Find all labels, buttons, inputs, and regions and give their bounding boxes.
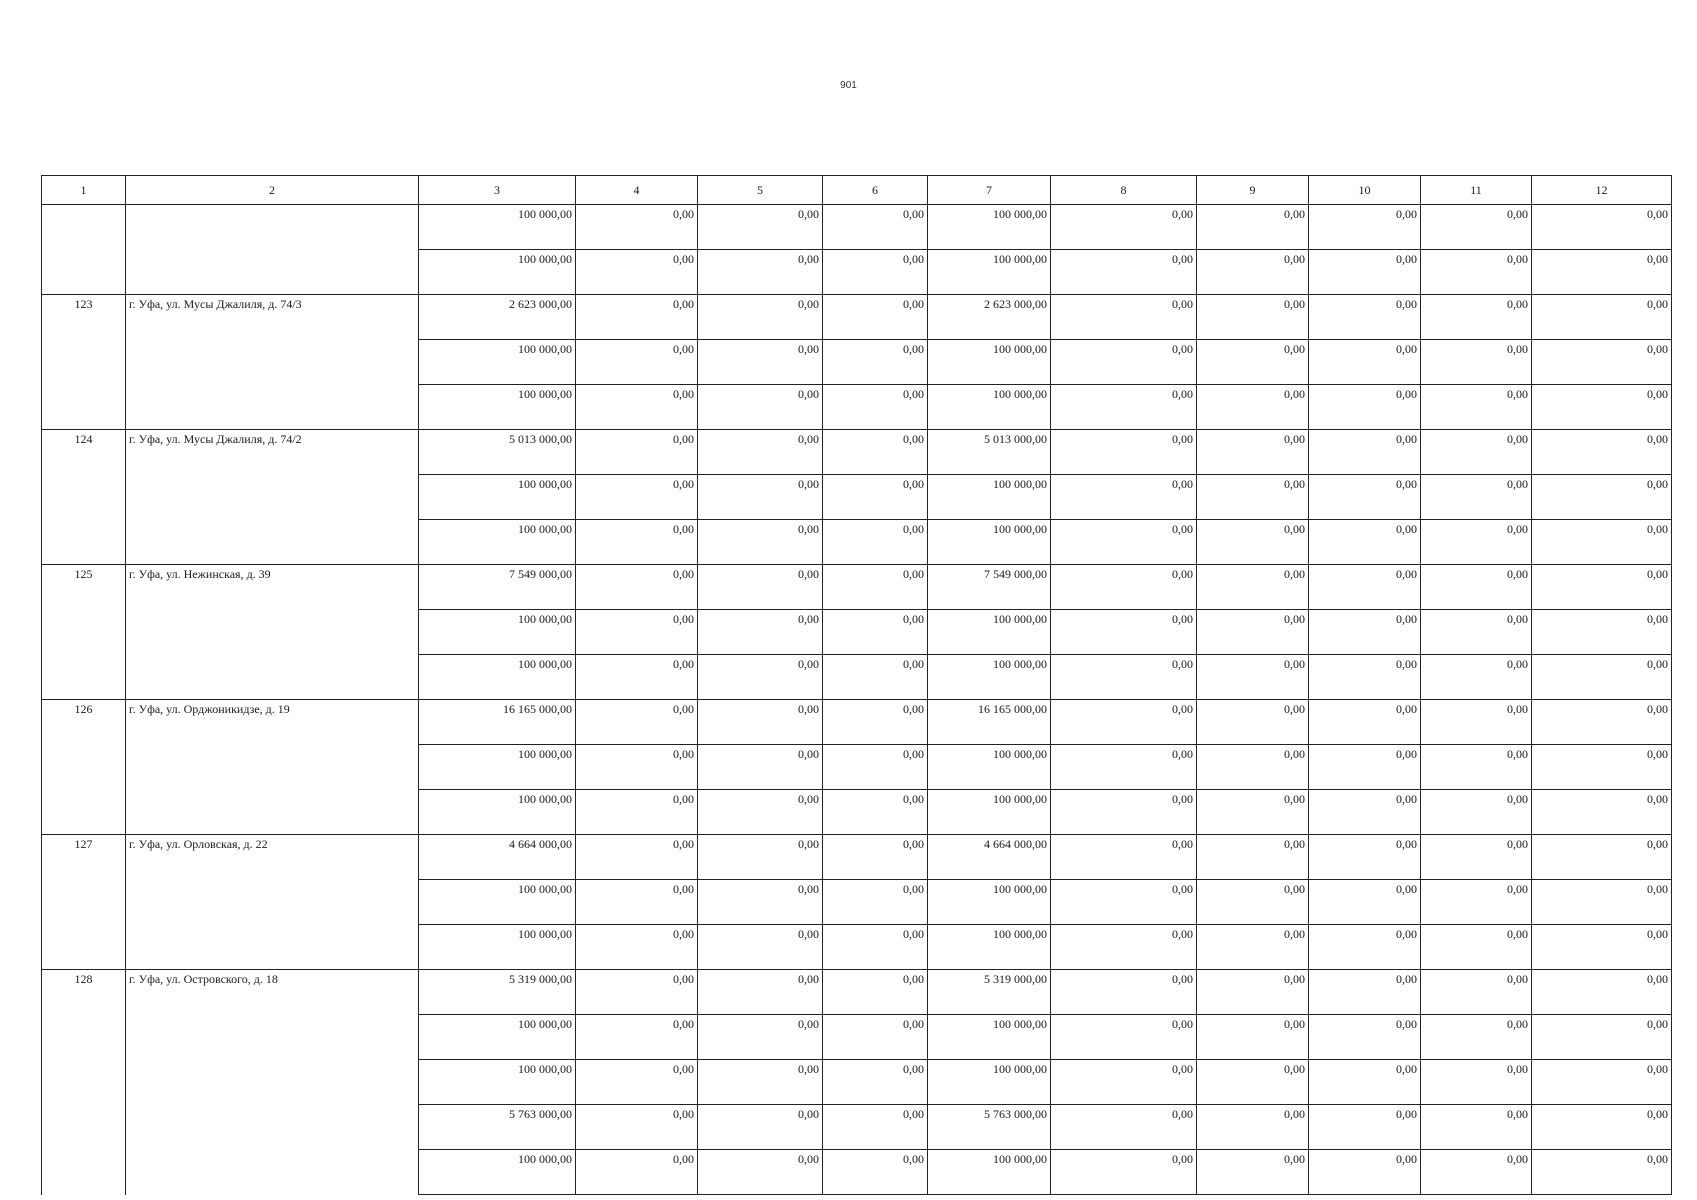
row-number-cell: 123 [42,295,126,430]
amount-cell-col-3: 100 000,00 [419,475,576,520]
column-header-4: 4 [576,176,698,205]
amount-cell-col-7: 100 000,00 [928,655,1051,700]
amount-cell-col-9: 0,00 [1197,610,1309,655]
amount-cell-col-3: 100 000,00 [419,1015,576,1060]
amount-cell-col-12: 0,00 [1532,700,1672,745]
table-row [42,835,1672,880]
amount-cell-col-12: 0,00 [1532,1015,1672,1060]
amount-cell-col-3: 100 000,00 [419,1150,576,1195]
amount-cell-col-3: 100 000,00 [419,790,576,835]
amount-cell-col-9: 0,00 [1197,745,1309,790]
amount-cell-col-9: 0,00 [1197,880,1309,925]
amount-cell-col-9: 0,00 [1197,1060,1309,1105]
amount-cell-col-8: 0,00 [1051,1060,1197,1105]
amount-cell-col-10: 0,00 [1309,385,1421,430]
amount-cell-col-7: 5 013 000,00 [928,430,1051,475]
amount-cell-col-12: 0,00 [1532,1105,1672,1150]
column-header-2: 2 [126,176,419,205]
page-number: 901 [840,80,857,91]
amount-cell-col-4: 0,00 [576,970,698,1015]
amount-cell-col-11: 0,00 [1421,610,1532,655]
amount-cell-col-4: 0,00 [576,610,698,655]
amount-cell-col-9: 0,00 [1197,1150,1309,1195]
column-header-6: 6 [823,176,928,205]
column-header-3: 3 [419,176,576,205]
amount-cell-col-11: 0,00 [1421,1150,1532,1195]
row-number-cell: 128 [42,970,126,1195]
budget-table [41,175,1672,1195]
amount-cell-col-3: 100 000,00 [419,340,576,385]
amount-cell-col-6: 0,00 [823,1060,928,1105]
table-row [42,205,1672,250]
amount-cell-col-6: 0,00 [823,1150,928,1195]
amount-cell-col-10: 0,00 [1309,970,1421,1015]
amount-cell-col-9: 0,00 [1197,205,1309,250]
amount-cell-col-12: 0,00 [1532,610,1672,655]
amount-cell-col-4: 0,00 [576,340,698,385]
amount-cell-col-9: 0,00 [1197,790,1309,835]
row-number-cell: 124 [42,430,126,565]
amount-cell-col-5: 0,00 [698,835,823,880]
amount-cell-col-12: 0,00 [1532,1150,1672,1195]
amount-cell-col-10: 0,00 [1309,925,1421,970]
amount-cell-col-5: 0,00 [698,610,823,655]
amount-cell-col-8: 0,00 [1051,340,1197,385]
amount-cell-col-5: 0,00 [698,295,823,340]
amount-cell-col-7: 7 549 000,00 [928,565,1051,610]
amount-cell-col-5: 0,00 [698,565,823,610]
column-header-7: 7 [928,176,1051,205]
amount-cell-col-11: 0,00 [1421,205,1532,250]
amount-cell-col-8: 0,00 [1051,205,1197,250]
amount-cell-col-6: 0,00 [823,385,928,430]
amount-cell-col-4: 0,00 [576,205,698,250]
amount-cell-col-10: 0,00 [1309,475,1421,520]
amount-cell-col-6: 0,00 [823,1015,928,1060]
amount-cell-col-11: 0,00 [1421,655,1532,700]
amount-cell-col-6: 0,00 [823,610,928,655]
amount-cell-col-7: 4 664 000,00 [928,835,1051,880]
amount-cell-col-5: 0,00 [698,1015,823,1060]
amount-cell-col-8: 0,00 [1051,565,1197,610]
amount-cell-col-12: 0,00 [1532,295,1672,340]
amount-cell-col-5: 0,00 [698,1150,823,1195]
amount-cell-col-10: 0,00 [1309,430,1421,475]
amount-cell-col-4: 0,00 [576,1150,698,1195]
amount-cell-col-3: 100 000,00 [419,880,576,925]
amount-cell-col-11: 0,00 [1421,385,1532,430]
amount-cell-col-4: 0,00 [576,520,698,565]
amount-cell-col-7: 16 165 000,00 [928,700,1051,745]
amount-cell-col-10: 0,00 [1309,1150,1421,1195]
amount-cell-col-8: 0,00 [1051,790,1197,835]
amount-cell-col-12: 0,00 [1532,385,1672,430]
amount-cell-col-7: 100 000,00 [928,925,1051,970]
amount-cell-col-8: 0,00 [1051,250,1197,295]
amount-cell-col-10: 0,00 [1309,700,1421,745]
row-number-cell [42,205,126,295]
amount-cell-col-11: 0,00 [1421,250,1532,295]
amount-cell-col-10: 0,00 [1309,520,1421,565]
amount-cell-col-3: 5 763 000,00 [419,1105,576,1150]
amount-cell-col-4: 0,00 [576,835,698,880]
amount-cell-col-5: 0,00 [698,250,823,295]
amount-cell-col-8: 0,00 [1051,295,1197,340]
address-cell: г. Уфа, ул. Мусы Джалиля, д. 74/2 [126,430,419,565]
amount-cell-col-4: 0,00 [576,925,698,970]
amount-cell-col-6: 0,00 [823,340,928,385]
amount-cell-col-5: 0,00 [698,1105,823,1150]
amount-cell-col-3: 100 000,00 [419,385,576,430]
amount-cell-col-10: 0,00 [1309,1060,1421,1105]
amount-cell-col-8: 0,00 [1051,1105,1197,1150]
budget-table-container [41,175,1671,1195]
amount-cell-col-10: 0,00 [1309,205,1421,250]
amount-cell-col-8: 0,00 [1051,970,1197,1015]
amount-cell-col-7: 5 319 000,00 [928,970,1051,1015]
amount-cell-col-4: 0,00 [576,700,698,745]
amount-cell-col-11: 0,00 [1421,1105,1532,1150]
amount-cell-col-11: 0,00 [1421,970,1532,1015]
amount-cell-col-11: 0,00 [1421,880,1532,925]
amount-cell-col-11: 0,00 [1421,1060,1532,1105]
header-row [42,176,1672,205]
amount-cell-col-11: 0,00 [1421,1015,1532,1060]
amount-cell-col-9: 0,00 [1197,655,1309,700]
amount-cell-col-8: 0,00 [1051,475,1197,520]
amount-cell-col-11: 0,00 [1421,295,1532,340]
row-number-cell: 125 [42,565,126,700]
amount-cell-col-4: 0,00 [576,250,698,295]
amount-cell-col-6: 0,00 [823,745,928,790]
amount-cell-col-6: 0,00 [823,835,928,880]
amount-cell-col-4: 0,00 [576,475,698,520]
amount-cell-col-10: 0,00 [1309,610,1421,655]
amount-cell-col-9: 0,00 [1197,700,1309,745]
column-header-11: 11 [1421,176,1532,205]
address-cell: г. Уфа, ул. Орджоникидзе, д. 19 [126,700,419,835]
amount-cell-col-11: 0,00 [1421,475,1532,520]
amount-cell-col-12: 0,00 [1532,205,1672,250]
amount-cell-col-6: 0,00 [823,700,928,745]
amount-cell-col-8: 0,00 [1051,385,1197,430]
amount-cell-col-9: 0,00 [1197,295,1309,340]
amount-cell-col-9: 0,00 [1197,430,1309,475]
row-number-cell: 126 [42,700,126,835]
amount-cell-col-7: 100 000,00 [928,475,1051,520]
amount-cell-col-10: 0,00 [1309,835,1421,880]
table-row [42,970,1672,1015]
amount-cell-col-8: 0,00 [1051,520,1197,565]
amount-cell-col-12: 0,00 [1532,880,1672,925]
amount-cell-col-12: 0,00 [1532,655,1672,700]
amount-cell-col-12: 0,00 [1532,250,1672,295]
column-header-10: 10 [1309,176,1421,205]
amount-cell-col-7: 100 000,00 [928,880,1051,925]
amount-cell-col-11: 0,00 [1421,745,1532,790]
amount-cell-col-4: 0,00 [576,565,698,610]
amount-cell-col-9: 0,00 [1197,475,1309,520]
amount-cell-col-3: 16 165 000,00 [419,700,576,745]
amount-cell-col-11: 0,00 [1421,430,1532,475]
column-header-5: 5 [698,176,823,205]
amount-cell-col-12: 0,00 [1532,970,1672,1015]
amount-cell-col-8: 0,00 [1051,835,1197,880]
amount-cell-col-5: 0,00 [698,700,823,745]
amount-cell-col-4: 0,00 [576,430,698,475]
amount-cell-col-9: 0,00 [1197,520,1309,565]
table-body [42,205,1672,1195]
amount-cell-col-12: 0,00 [1532,1060,1672,1105]
amount-cell-col-8: 0,00 [1051,655,1197,700]
table-row [42,295,1672,340]
amount-cell-col-8: 0,00 [1051,880,1197,925]
amount-cell-col-10: 0,00 [1309,565,1421,610]
amount-cell-col-5: 0,00 [698,205,823,250]
column-header-9: 9 [1197,176,1309,205]
amount-cell-col-3: 7 549 000,00 [419,565,576,610]
amount-cell-col-12: 0,00 [1532,745,1672,790]
amount-cell-col-3: 100 000,00 [419,1060,576,1105]
amount-cell-col-7: 100 000,00 [928,520,1051,565]
amount-cell-col-8: 0,00 [1051,610,1197,655]
amount-cell-col-8: 0,00 [1051,925,1197,970]
column-header-8: 8 [1051,176,1197,205]
amount-cell-col-7: 100 000,00 [928,790,1051,835]
amount-cell-col-7: 100 000,00 [928,745,1051,790]
address-cell: г. Уфа, ул. Островского, д. 18 [126,970,419,1195]
amount-cell-col-7: 100 000,00 [928,1150,1051,1195]
amount-cell-col-9: 0,00 [1197,925,1309,970]
amount-cell-col-9: 0,00 [1197,340,1309,385]
amount-cell-col-4: 0,00 [576,1105,698,1150]
amount-cell-col-3: 100 000,00 [419,745,576,790]
amount-cell-col-11: 0,00 [1421,925,1532,970]
amount-cell-col-11: 0,00 [1421,700,1532,745]
amount-cell-col-3: 100 000,00 [419,655,576,700]
amount-cell-col-11: 0,00 [1421,565,1532,610]
amount-cell-col-12: 0,00 [1532,925,1672,970]
amount-cell-col-9: 0,00 [1197,1105,1309,1150]
amount-cell-col-4: 0,00 [576,1015,698,1060]
amount-cell-col-9: 0,00 [1197,565,1309,610]
amount-cell-col-11: 0,00 [1421,520,1532,565]
amount-cell-col-3: 100 000,00 [419,250,576,295]
amount-cell-col-7: 100 000,00 [928,250,1051,295]
amount-cell-col-7: 100 000,00 [928,610,1051,655]
amount-cell-col-9: 0,00 [1197,1015,1309,1060]
address-cell: г. Уфа, ул. Мусы Джалиля, д. 74/3 [126,295,419,430]
amount-cell-col-7: 2 623 000,00 [928,295,1051,340]
amount-cell-col-4: 0,00 [576,790,698,835]
amount-cell-col-8: 0,00 [1051,1015,1197,1060]
amount-cell-col-9: 0,00 [1197,250,1309,295]
amount-cell-col-10: 0,00 [1309,295,1421,340]
amount-cell-col-6: 0,00 [823,520,928,565]
amount-cell-col-10: 0,00 [1309,340,1421,385]
amount-cell-col-4: 0,00 [576,1060,698,1105]
amount-cell-col-11: 0,00 [1421,790,1532,835]
amount-cell-col-8: 0,00 [1051,1150,1197,1195]
amount-cell-col-6: 0,00 [823,565,928,610]
amount-cell-col-12: 0,00 [1532,520,1672,565]
amount-cell-col-11: 0,00 [1421,340,1532,385]
amount-cell-col-6: 0,00 [823,970,928,1015]
amount-cell-col-12: 0,00 [1532,790,1672,835]
amount-cell-col-6: 0,00 [823,880,928,925]
amount-cell-col-3: 4 664 000,00 [419,835,576,880]
amount-cell-col-6: 0,00 [823,205,928,250]
amount-cell-col-3: 100 000,00 [419,610,576,655]
address-cell: г. Уфа, ул. Нежинская, д. 39 [126,565,419,700]
amount-cell-col-4: 0,00 [576,655,698,700]
amount-cell-col-5: 0,00 [698,520,823,565]
amount-cell-col-5: 0,00 [698,385,823,430]
amount-cell-col-4: 0,00 [576,295,698,340]
amount-cell-col-5: 0,00 [698,340,823,385]
amount-cell-col-4: 0,00 [576,745,698,790]
amount-cell-col-9: 0,00 [1197,970,1309,1015]
amount-cell-col-6: 0,00 [823,925,928,970]
amount-cell-col-12: 0,00 [1532,565,1672,610]
amount-cell-col-10: 0,00 [1309,880,1421,925]
amount-cell-col-6: 0,00 [823,475,928,520]
address-cell: г. Уфа, ул. Орловская, д. 22 [126,835,419,970]
amount-cell-col-5: 0,00 [698,790,823,835]
amount-cell-col-8: 0,00 [1051,745,1197,790]
amount-cell-col-3: 5 319 000,00 [419,970,576,1015]
amount-cell-col-9: 0,00 [1197,835,1309,880]
amount-cell-col-8: 0,00 [1051,700,1197,745]
amount-cell-col-7: 100 000,00 [928,385,1051,430]
amount-cell-col-7: 5 763 000,00 [928,1105,1051,1150]
amount-cell-col-9: 0,00 [1197,385,1309,430]
amount-cell-col-7: 100 000,00 [928,1060,1051,1105]
amount-cell-col-5: 0,00 [698,1060,823,1105]
row-number-cell: 127 [42,835,126,970]
amount-cell-col-8: 0,00 [1051,430,1197,475]
amount-cell-col-4: 0,00 [576,385,698,430]
amount-cell-col-3: 2 623 000,00 [419,295,576,340]
amount-cell-col-10: 0,00 [1309,1105,1421,1150]
amount-cell-col-5: 0,00 [698,475,823,520]
amount-cell-col-10: 0,00 [1309,1015,1421,1060]
amount-cell-col-5: 0,00 [698,925,823,970]
amount-cell-col-10: 0,00 [1309,790,1421,835]
amount-cell-col-6: 0,00 [823,430,928,475]
amount-cell-col-11: 0,00 [1421,835,1532,880]
amount-cell-col-3: 5 013 000,00 [419,430,576,475]
amount-cell-col-6: 0,00 [823,655,928,700]
column-header-12: 12 [1532,176,1672,205]
amount-cell-col-7: 100 000,00 [928,205,1051,250]
amount-cell-col-7: 100 000,00 [928,1015,1051,1060]
amount-cell-col-12: 0,00 [1532,340,1672,385]
amount-cell-col-10: 0,00 [1309,250,1421,295]
table-row [42,430,1672,475]
amount-cell-col-10: 0,00 [1309,745,1421,790]
amount-cell-col-5: 0,00 [698,430,823,475]
amount-cell-col-6: 0,00 [823,790,928,835]
table-row [42,700,1672,745]
address-cell [126,205,419,295]
amount-cell-col-3: 100 000,00 [419,520,576,565]
amount-cell-col-5: 0,00 [698,655,823,700]
amount-cell-col-12: 0,00 [1532,430,1672,475]
amount-cell-col-5: 0,00 [698,745,823,790]
amount-cell-col-5: 0,00 [698,880,823,925]
amount-cell-col-12: 0,00 [1532,835,1672,880]
table-row [42,565,1672,610]
table-header [42,176,1672,205]
amount-cell-col-5: 0,00 [698,970,823,1015]
amount-cell-col-12: 0,00 [1532,475,1672,520]
amount-cell-col-6: 0,00 [823,295,928,340]
amount-cell-col-3: 100 000,00 [419,205,576,250]
amount-cell-col-6: 0,00 [823,1105,928,1150]
amount-cell-col-10: 0,00 [1309,655,1421,700]
amount-cell-col-6: 0,00 [823,250,928,295]
amount-cell-col-4: 0,00 [576,880,698,925]
column-header-1: 1 [42,176,126,205]
amount-cell-col-7: 100 000,00 [928,340,1051,385]
amount-cell-col-3: 100 000,00 [419,925,576,970]
